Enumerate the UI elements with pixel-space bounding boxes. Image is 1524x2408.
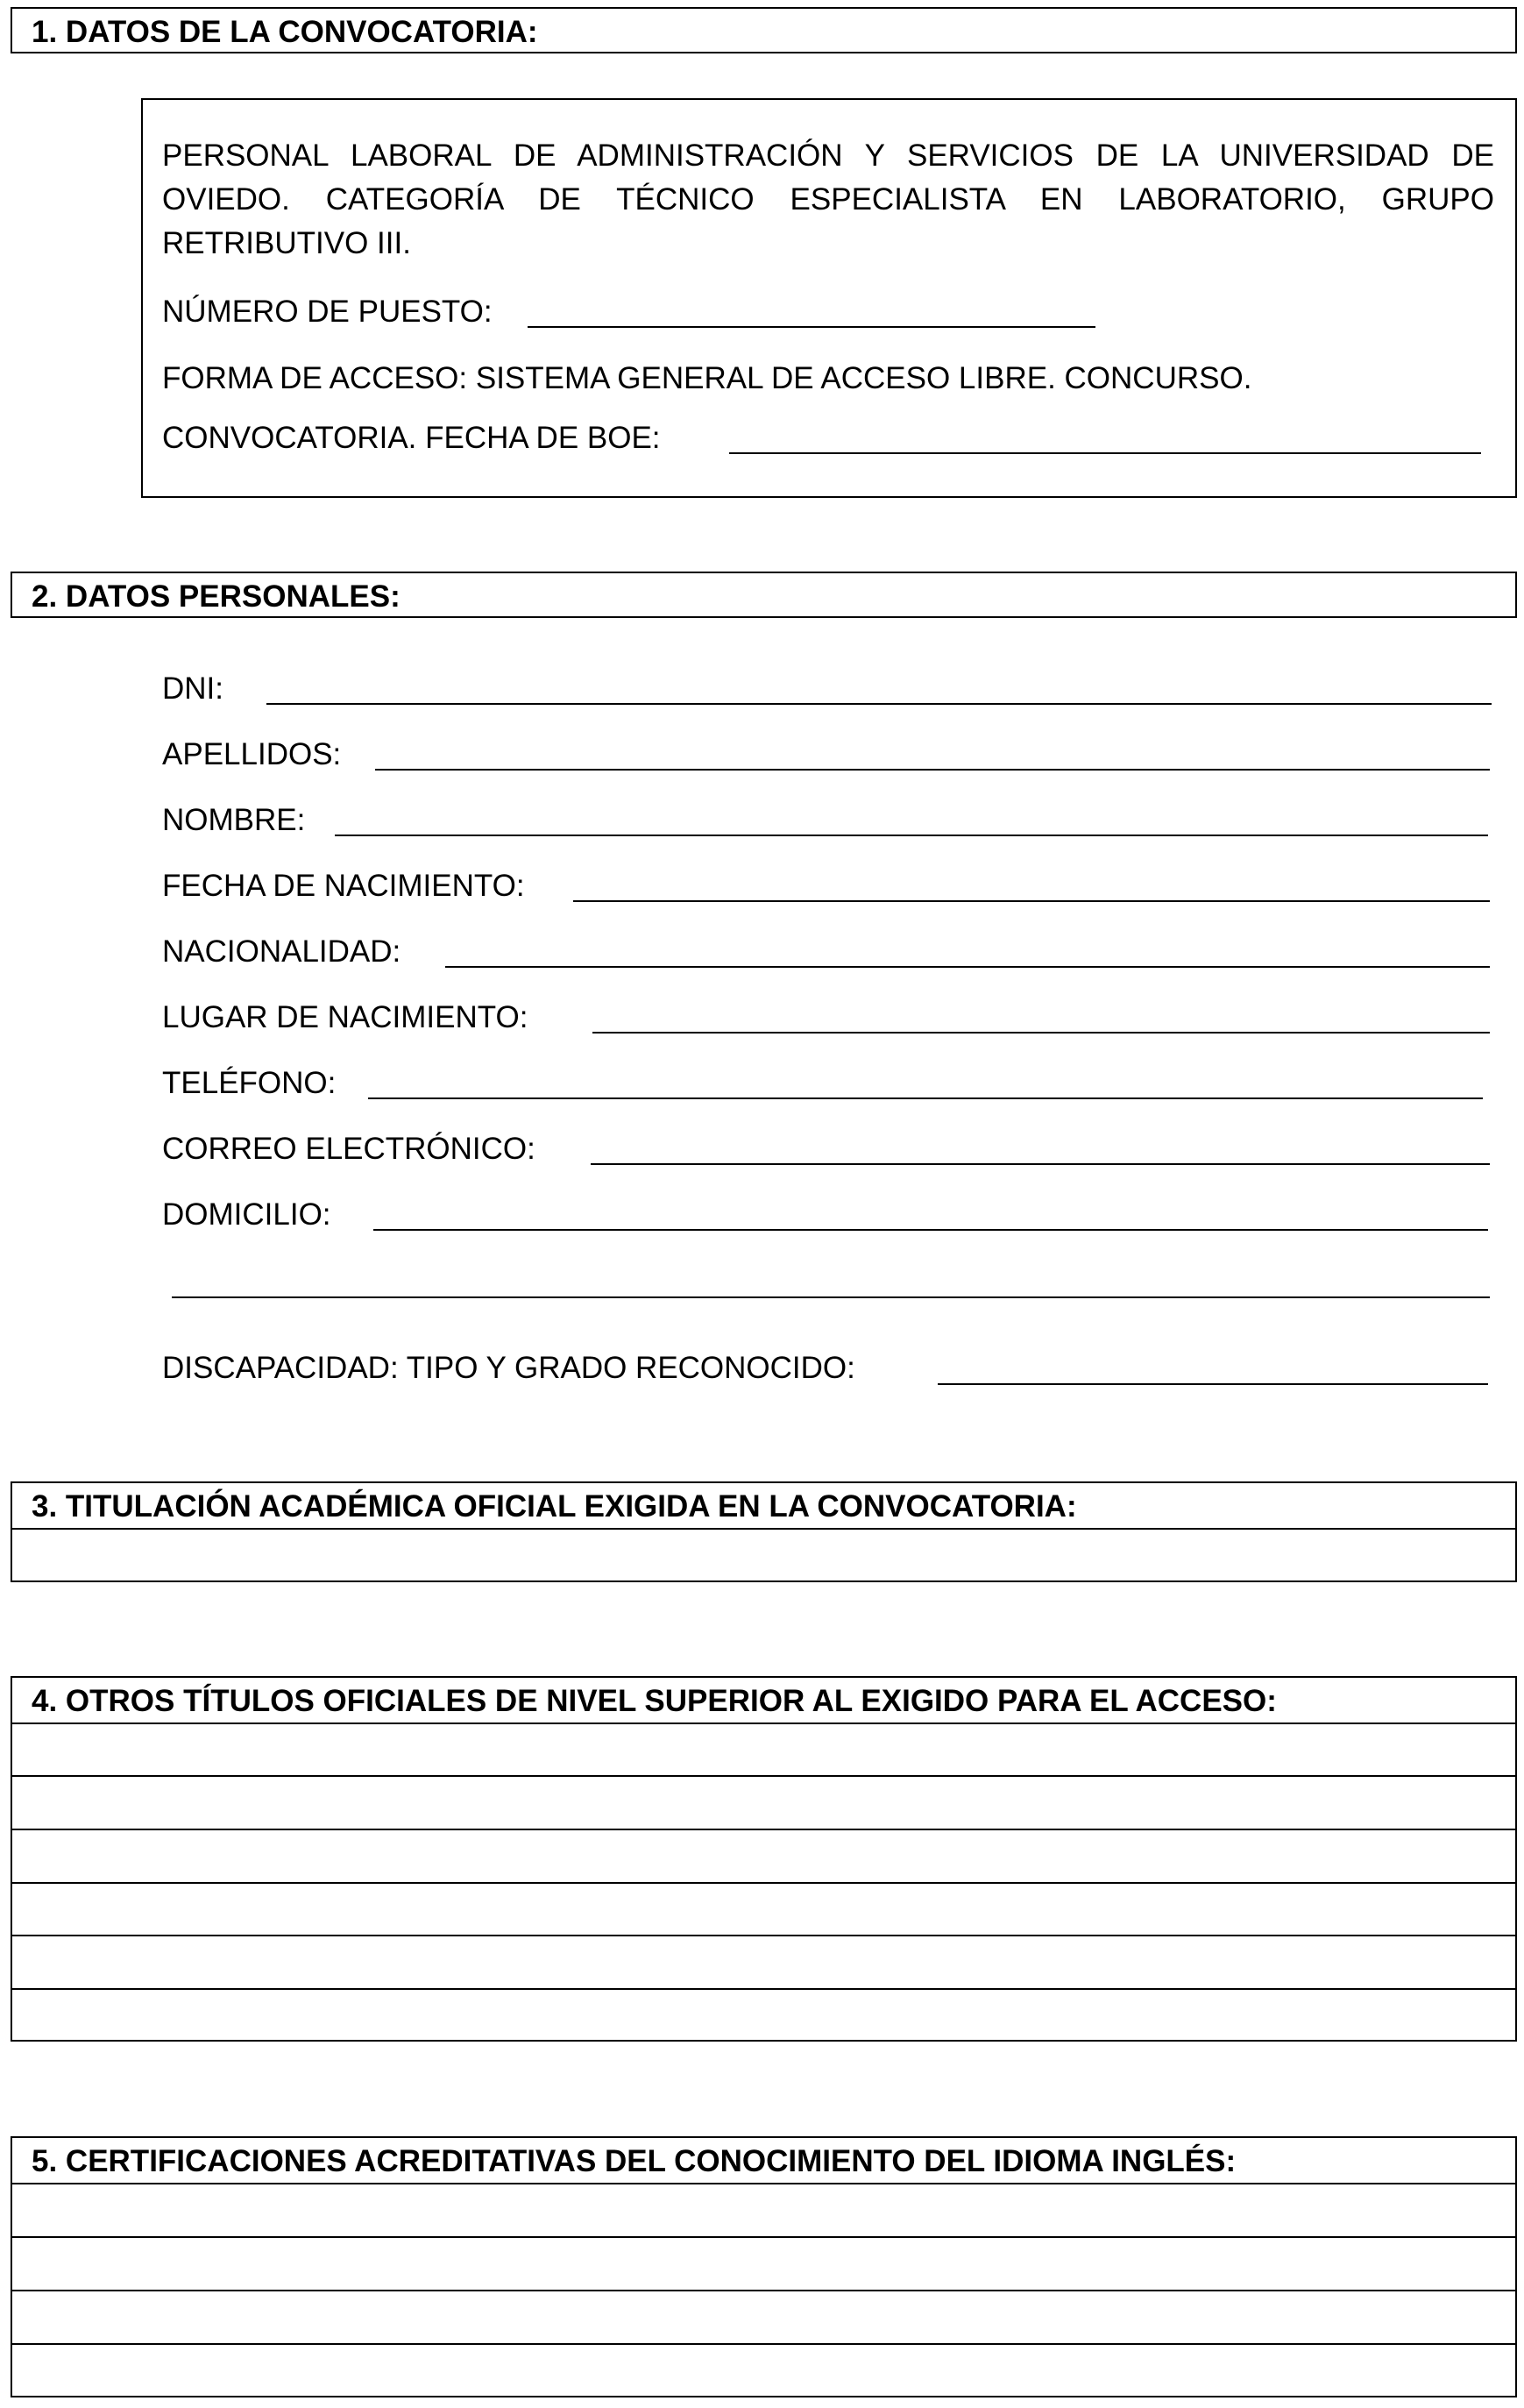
section-4-divider-6: [12, 1988, 1515, 1990]
convocatoria-description: PERSONAL LABORAL DE ADMINISTRACIÓN Y SERVICIOS DE LA UNIVERSIDAD DE OVIEDO. CATEGORÍA DE TÉCNICO ESPECIALISTA EN LABORATORIO, GRUPO RETRIBUTIVO III.: [162, 139, 1494, 260]
numero-puesto-label: NÚMERO DE PUESTO:: [162, 295, 493, 329]
telefono-label: TELÉFONO:: [162, 1066, 337, 1100]
fecha-nacimiento-label: FECHA DE NACIMIENTO:: [162, 869, 525, 903]
dni-field[interactable]: [266, 703, 1492, 705]
fecha-boe-field[interactable]: [729, 452, 1481, 454]
section-1-header: [11, 7, 1517, 53]
fecha-nacimiento-field[interactable]: [573, 900, 1490, 902]
lugar-nacimiento-field[interactable]: [592, 1032, 1490, 1034]
section-2-header: [11, 572, 1517, 618]
domicilio-label: DOMICILIO:: [162, 1197, 331, 1232]
discapacidad-field[interactable]: [938, 1383, 1488, 1385]
section-4-box: [11, 1676, 1517, 2042]
telefono-field[interactable]: [368, 1097, 1483, 1099]
nacionalidad-label: NACIONALIDAD:: [162, 934, 401, 969]
domicilio-field-line-2[interactable]: [172, 1296, 1490, 1298]
section-1-title: 1. DATOS DE LA CONVOCATORIA:: [32, 15, 538, 49]
section-5-divider-4: [12, 2343, 1515, 2345]
lugar-nacimiento-label: LUGAR DE NACIMIENTO:: [162, 1000, 528, 1034]
discapacidad-label: DISCAPACIDAD: TIPO Y GRADO RECONOCIDO:: [162, 1351, 855, 1385]
forma-acceso-text: FORMA DE ACCESO: SISTEMA GENERAL DE ACCESO LIBRE. CONCURSO.: [162, 361, 1252, 395]
fecha-boe-label: CONVOCATORIA. FECHA DE BOE:: [162, 421, 661, 455]
section-5-title: 5. CERTIFICACIONES ACREDITATIVAS DEL CONOCIMIENTO DEL IDIOMA INGLÉS:: [32, 2144, 1237, 2178]
section-5-box: [11, 2136, 1517, 2397]
section-4-divider-5: [12, 1935, 1515, 1936]
titulacion-field[interactable]: [12, 1530, 1515, 1580]
section-3-title: 3. TITULACIÓN ACADÉMICA OFICIAL EXIGIDA EN LA CONVOCATORIA:: [32, 1489, 1077, 1524]
section-5-divider-3: [12, 2290, 1515, 2291]
section-5-divider-1: [12, 2183, 1515, 2184]
nombre-label: NOMBRE:: [162, 803, 306, 837]
section-4-divider-1: [12, 1723, 1515, 1724]
section-2-title: 2. DATOS PERSONALES:: [32, 579, 400, 614]
section-4-divider-4: [12, 1882, 1515, 1884]
nombre-field[interactable]: [335, 835, 1488, 836]
section-4-title: 4. OTROS TÍTULOS OFICIALES DE NIVEL SUPERIOR AL EXIGIDO PARA EL ACCESO:: [32, 1684, 1277, 1718]
apellidos-label: APELLIDOS:: [162, 737, 342, 771]
section-4-divider-2: [12, 1775, 1515, 1777]
domicilio-field[interactable]: [373, 1229, 1488, 1231]
numero-puesto-field[interactable]: [528, 326, 1095, 328]
correo-electronico-field[interactable]: [591, 1163, 1490, 1165]
apellidos-field[interactable]: [375, 769, 1490, 771]
section-5-divider-2: [12, 2236, 1515, 2238]
correo-electronico-label: CORREO ELECTRÓNICO:: [162, 1132, 535, 1166]
section-3-box: [11, 1481, 1517, 1582]
dni-label: DNI:: [162, 671, 223, 706]
nacionalidad-field[interactable]: [445, 966, 1490, 968]
section-4-divider-3: [12, 1829, 1515, 1830]
